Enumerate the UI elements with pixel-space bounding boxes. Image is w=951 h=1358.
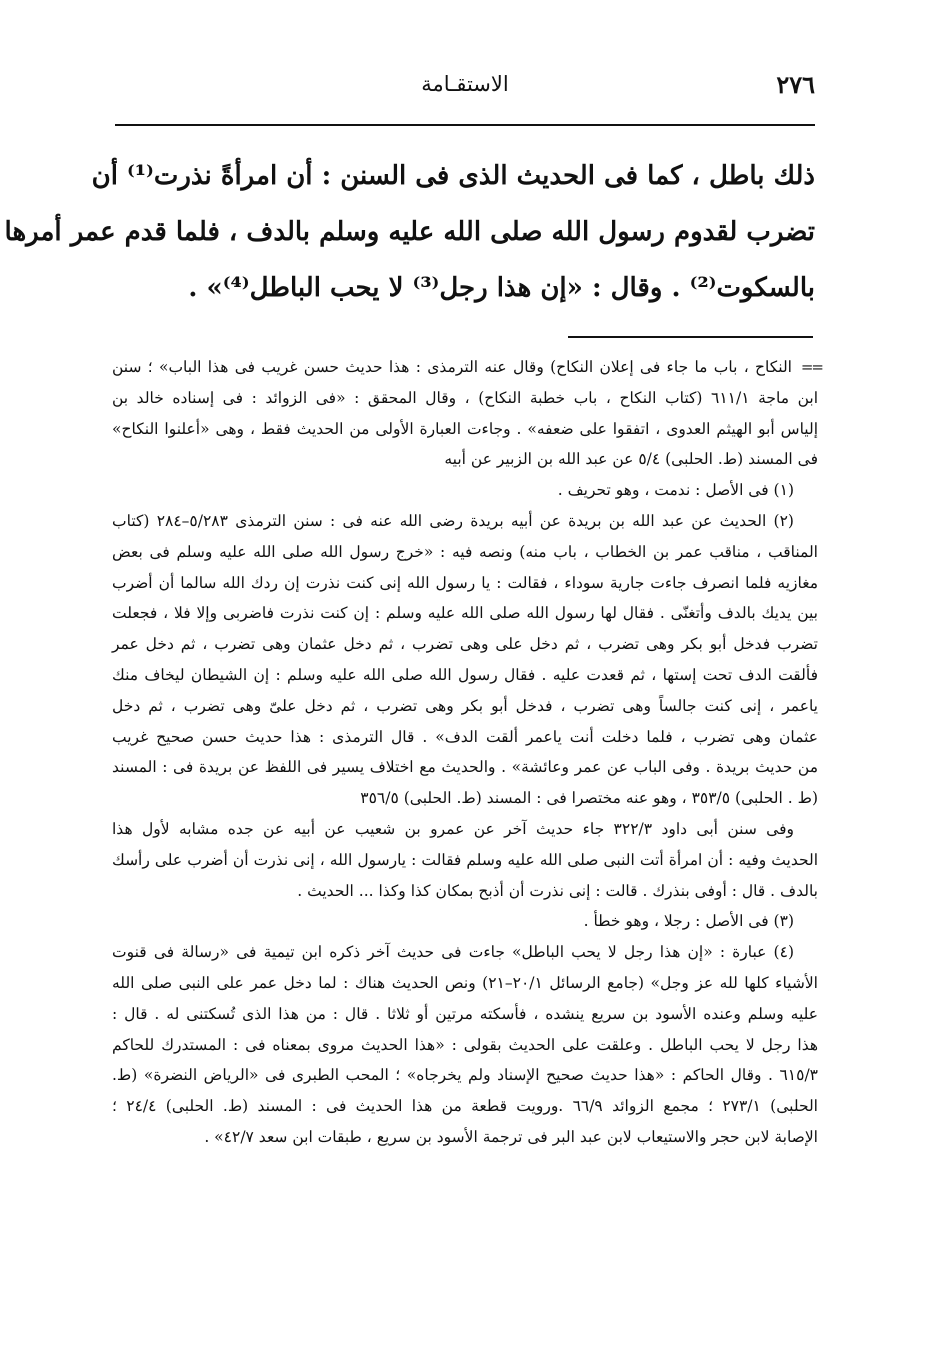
footnote-line: عليه وسلم وعنده الأسود بن سريع ينشده ، فأسكته مرتين أو ثلاثا . قال : من هذا الذى تُسكتنى له . قال :: [112, 1004, 818, 1023]
main-text-line: بالسكوت⁽²⁾ . وقال : «إن هذا رجل⁽³⁾ لا يحب الباطل⁽⁴⁾» .: [188, 273, 815, 303]
footnote-2: (٢) الحديث عن عبد الله بن بريدة عن أبيه بريدة رضى الله عنه فى : سنن الترمذى ٥/٢٨٣–٢٨٤ (كتاب: [112, 511, 794, 530]
footnote-3: (٣) فى الأصل : رجلا ، وهو خطأ .: [583, 912, 794, 931]
footnote-line: ياعمر ، إنى كنت جالساً وهى تضرب ، فدخل أبو بكر وهى تضرب ، ثم دخل علىّ وهى تضرب ، ثم دخل: [112, 696, 818, 715]
footnote-line: [112, 352, 822, 383]
main-text-line: ذلك باطل ، كما فى الحديث الذى فى السنن : أن امرأةً نذرت⁽¹⁾ أن: [91, 161, 815, 191]
footnote-line: فى المسند (ط. الحلبى) ٥/٤ عن عبد الله بن الزبير عن أبيه: [444, 450, 818, 469]
footnote-line: من حديث بريدة . وفى الباب عن عمر وعائشة» . والحديث مع اختلاف يسير فى اللفظ عن بريدة فى : المسند: [112, 758, 818, 777]
footnote-line: الحلبى) ٢٧٣/١ ؛ مجمع الزوائد ٦٦/٩ .ورويت قطعة من هذا الحديث فى : المسند (ط. الحلبى) ٢٤/٤ ؛: [112, 1097, 818, 1116]
footnote-line: هذا رجل لا يحب الباطل . وعلقت على الحديث بقولى : «هذا الحديث مروى بمعناه فى : المستدرك للحاكم: [112, 1035, 818, 1054]
continuation-mark: ==: [800, 358, 822, 376]
header-divider: [115, 124, 815, 126]
main-text-body: [4, 148, 815, 316]
footnotes-section: [112, 352, 822, 1153]
footnote-4: (٤) عبارة : «إن هذا رجل لا يحب الباطل» جاءت فى حديث آخر ذكره ابن تيمية فى «رسالة فى قنوت: [112, 943, 794, 962]
footnote-line: الإصابة لابن حجر والاستيعاب لابن عبد البر فى ترجمة الأسود بن سريع ، طبقات ابن سعد ٤٢/٧» .: [204, 1127, 818, 1146]
footnote-line: فألقت الدف تحت إستها ، ثم قعدت عليه . فقال رسول الله صلى الله عليه وسلم : إن الشيطان ليخاف منك: [112, 665, 818, 684]
page-header: [115, 62, 815, 102]
footnote-divider: [568, 336, 813, 338]
footnote-line: الأشياء كلها لله عز وجل» (جامع الرسائل ٢٠/١–٢١) ونص الحديث هناك : لما دخل عمر على النبى صلى الله: [112, 973, 818, 992]
footnote-line: وفى سنن أبى داود ٣٢٢/٣ جاء حديث آخر عن عمرو بن شعيب عن أبيه عن جده مشابه لأول هذا: [112, 819, 794, 838]
footnote-line: تضرب فدخل أبو بكر وهى تضرب ، ثم دخل على وهى تضرب ، ثم دخل عثمان وهى تضرب ، ثم دخل عمر: [112, 635, 818, 654]
footnote-line: بالدف . قال : أوفى بنذرك . قالت : إنى نذرت أن أذبح بمكان كذا وكذا ... الحديث .: [297, 881, 818, 900]
footnote-line: بين يديك بالدف وأتغنّى . فقال لها رسول الله صلى الله عليه وسلم : إن كنت نذرت فاضربى وإلا فلا ، فجعلت: [112, 604, 818, 623]
footnote-line: الحديث وفيه : أن امرأة أتت النبى صلى الله عليه وسلم فقالت : يارسول الله ، إنى نذرت أن أضرب على رأسك: [112, 850, 818, 869]
page-number: ٢٧٦: [776, 70, 815, 99]
footnote-line: مغازيه فلما انصرف جاءت جارية سوداء ، فقالت : يا رسول الله إنى كنت نذرت إن ردك الله سالما أن أضرب: [112, 573, 818, 592]
footnote-line-text: النكاح ، باب ما جاء فى إعلان النكاح) وقال عنه الترمذى : هذا حديث حسن غريب فى هذا الباب» ؛ سنن: [112, 358, 792, 376]
footnote-line: ٦١٥/٣ . وقال الحاكم : «هذا حديث صحيح الإسناد ولم يخرجاه» ؛ المحب الطبرى فى «الرياض النضرة» (ط.: [112, 1066, 818, 1085]
main-text-line: تضرب لقدوم رسول الله صلى الله عليه وسلم بالدف ، فلما قدم عمر أمرها: [4, 217, 815, 247]
footnote-line: ابن ماجة ٦١١/١ (كتاب النكاح ، باب خطبة النكاح) ، وقال المحقق : «فى الزوائد : فى إسناده خالد بن: [112, 388, 818, 407]
footnote-1: (١) فى الأصل : ندمت ، وهو تحريف .: [557, 481, 794, 500]
footnote-line: (ط . الحلبى) ٣٥٣/٥ ، وهو عنه مختصرا فى : المسند (ط. الحلبى) ٣٥٦/٥: [360, 789, 818, 808]
footnote-line: المناقب ، مناقب عمر بن الخطاب ، باب منه) ونصه فيه : «خرج رسول الله صلى الله عليه وسلم فى بعض: [112, 542, 818, 561]
footnote-line: عثمان وهى تضرب ، فلما دخلت أنت ياعمر ألقت الدف» . قال الترمذى : هذا حديث حسن صحيح غريب: [112, 727, 818, 746]
footnote-line: إلياس أبو الهيثم العدوى ، اتفقوا على ضعفه» . وجاءت العبارة الأولى من الحديث فقط ، وهى «أعلنوا النكاح»: [112, 419, 818, 438]
running-title: الاستقـامة: [421, 72, 509, 96]
